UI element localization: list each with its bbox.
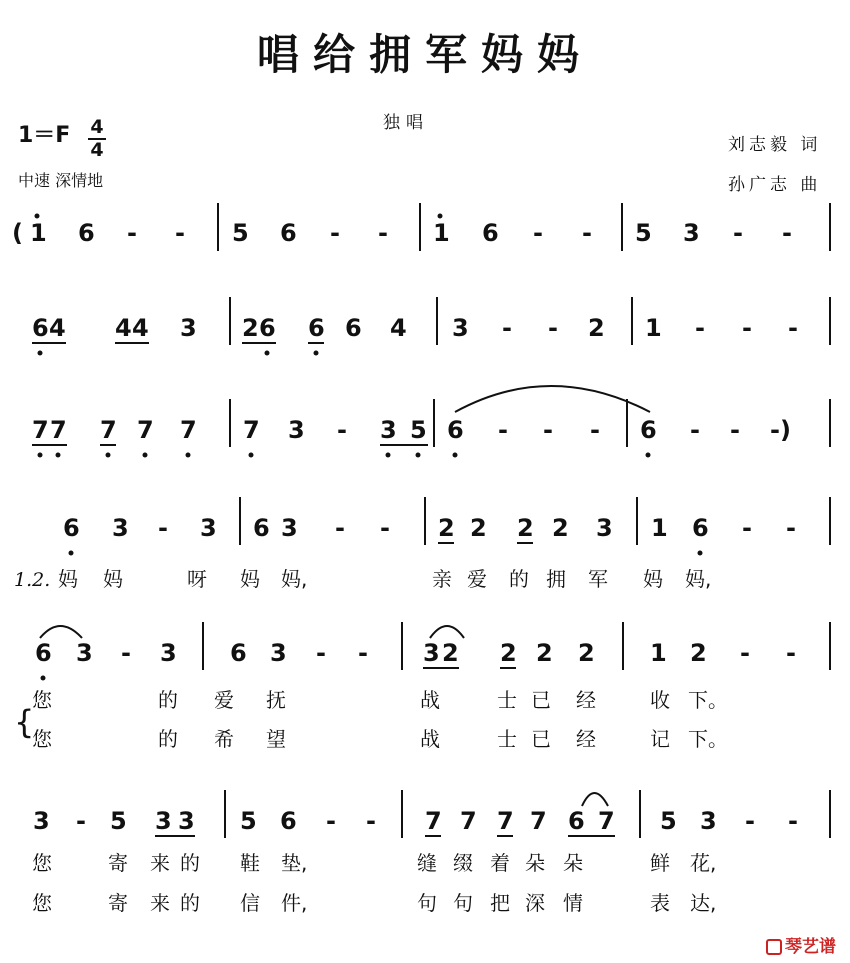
lyric: 已 xyxy=(531,688,551,712)
dash: - xyxy=(378,219,388,247)
note: 2 xyxy=(578,639,595,667)
note: 3 xyxy=(423,639,440,667)
note: 2 xyxy=(470,514,487,542)
note: 4 xyxy=(115,314,132,342)
lyric: 来 xyxy=(150,851,170,875)
dash: - xyxy=(590,416,600,444)
lyric: 缝 xyxy=(417,851,437,875)
lyric: 寄 xyxy=(108,891,128,915)
note: 3 xyxy=(270,639,287,667)
note: 6 xyxy=(568,807,585,835)
dash: - xyxy=(533,219,543,247)
lyric: 呀 xyxy=(187,567,207,591)
tie-slur xyxy=(40,626,82,638)
lyric: 达, xyxy=(690,891,717,915)
low-octave-dot xyxy=(386,453,391,458)
note: 3 xyxy=(160,639,177,667)
dash: - xyxy=(548,314,558,342)
lyric: 朵 xyxy=(525,851,545,875)
dash: - xyxy=(366,807,376,835)
song-title: 唱给拥军妈妈 xyxy=(256,30,593,79)
dash: - xyxy=(733,219,743,247)
note: 6 xyxy=(35,639,52,667)
lyric: 军 xyxy=(588,567,608,591)
lyric: 信 xyxy=(240,891,260,915)
note: 3 xyxy=(112,514,129,542)
note: 3 xyxy=(180,314,197,342)
note: 4 xyxy=(390,314,407,342)
note: 3 xyxy=(33,807,50,835)
note: 1 xyxy=(30,219,47,247)
lyric: 句 xyxy=(453,891,473,915)
dash: - xyxy=(358,639,368,667)
dash: - xyxy=(782,219,792,247)
score-row-6 xyxy=(32,790,830,915)
lyric: 您 xyxy=(32,891,52,915)
dash: - xyxy=(127,219,137,247)
note: 7 xyxy=(460,807,477,835)
lyric: 爱 xyxy=(467,567,487,591)
note: 3 xyxy=(178,807,195,835)
time-signature-top: 4 xyxy=(90,116,104,138)
note: 2 xyxy=(552,514,569,542)
low-octave-dot xyxy=(106,453,111,458)
note: 5 xyxy=(240,807,257,835)
note: 5 xyxy=(660,807,677,835)
low-octave-dot xyxy=(56,453,61,458)
lyric: 士 xyxy=(497,727,517,751)
dash: - xyxy=(498,416,508,444)
dash: - xyxy=(730,416,740,444)
note: 2 xyxy=(536,639,553,667)
note: 3 xyxy=(155,807,172,835)
dash: - xyxy=(786,639,796,667)
lyric: 妈 xyxy=(58,567,78,591)
note: 3 xyxy=(76,639,93,667)
dash: - xyxy=(742,314,752,342)
note: 3 xyxy=(596,514,613,542)
note: 2 xyxy=(517,514,534,542)
note: 6 xyxy=(230,639,247,667)
note: 4 xyxy=(132,314,149,342)
verse-brace: { xyxy=(14,703,35,741)
dash: - xyxy=(786,514,796,542)
dash: - xyxy=(76,807,86,835)
low-octave-dot xyxy=(69,551,74,556)
score-row-4 xyxy=(14,497,830,591)
low-octave-dot xyxy=(143,453,148,458)
note: 5 xyxy=(110,807,127,835)
lyric: 情 xyxy=(563,891,583,915)
note: 6 xyxy=(280,807,297,835)
note: 3 xyxy=(200,514,217,542)
note: 7 xyxy=(32,416,49,444)
dash: - xyxy=(175,219,185,247)
lyric: 的 xyxy=(158,688,178,712)
lyric: 句 xyxy=(417,891,437,915)
note: 2 xyxy=(588,314,605,342)
tie-slur xyxy=(455,386,650,412)
lyric: 记 xyxy=(650,727,670,751)
note: 5 xyxy=(635,219,652,247)
score-row-3 xyxy=(32,386,830,458)
lyric: 表 xyxy=(650,891,670,915)
dash: - xyxy=(337,416,347,444)
dash: - xyxy=(742,514,752,542)
low-octave-dot xyxy=(646,453,651,458)
lyric: 抚 xyxy=(266,688,286,712)
lyric: 缀 xyxy=(453,851,473,875)
lyric: 战 xyxy=(420,688,440,712)
dash: - xyxy=(335,514,345,542)
dash: - xyxy=(690,416,700,444)
lyric: 垫, xyxy=(281,851,308,875)
low-octave-dot xyxy=(41,676,46,681)
lyric: 望 xyxy=(266,727,286,751)
performance-type: 独唱 xyxy=(383,113,429,133)
lyric: 鞋 xyxy=(240,851,260,875)
composer-credit: 孙广志 曲 xyxy=(728,175,822,195)
site-watermark xyxy=(766,932,836,957)
note: 2 xyxy=(442,639,459,667)
lyric: 把 xyxy=(490,891,510,915)
note: 6 xyxy=(640,416,657,444)
score-row-2 xyxy=(32,297,830,356)
note: 6 xyxy=(32,314,49,342)
dash: - xyxy=(745,807,755,835)
time-signature-bottom: 4 xyxy=(90,139,104,161)
lyric: 下。 xyxy=(688,688,728,712)
note: 7 xyxy=(50,416,67,444)
lyric: 您 xyxy=(32,688,52,712)
note: 7 xyxy=(530,807,547,835)
lyric: 妈 xyxy=(643,567,663,591)
lyric: 战 xyxy=(420,727,440,751)
note: 6 xyxy=(447,416,464,444)
note: 6 xyxy=(78,219,95,247)
lyric: 经 xyxy=(576,727,596,751)
note: 7 xyxy=(497,807,514,835)
note: 1 xyxy=(650,639,667,667)
lyric: 您 xyxy=(32,851,52,875)
lyric: 妈, xyxy=(281,567,308,591)
tie-slur xyxy=(582,793,608,806)
lyric: 拥 xyxy=(546,567,566,591)
tempo-marking: 中速 深情地 xyxy=(18,171,104,190)
lyric: 的 xyxy=(180,891,200,915)
low-octave-dot xyxy=(698,551,703,556)
dash: - xyxy=(502,314,512,342)
note: 4 xyxy=(49,314,66,342)
note: 6 xyxy=(692,514,709,542)
note: 6 xyxy=(259,314,276,342)
lyric: 妈, xyxy=(685,567,712,591)
note: 1 xyxy=(433,219,450,247)
low-octave-dot xyxy=(265,351,270,356)
note: 2 xyxy=(242,314,259,342)
note: 3 xyxy=(288,416,305,444)
dash: - xyxy=(695,314,705,342)
note: 7 xyxy=(137,416,154,444)
note: 1 xyxy=(645,314,662,342)
dash-close-paren: -) xyxy=(770,416,791,444)
lyric: 着 xyxy=(490,851,510,875)
note: 7 xyxy=(598,807,615,835)
lyric: 亲 xyxy=(432,567,452,591)
note: 7 xyxy=(180,416,197,444)
note: 3 xyxy=(700,807,717,835)
dash: - xyxy=(788,807,798,835)
lyric: 的 xyxy=(180,851,200,875)
note: 6 xyxy=(482,219,499,247)
lyric: 来 xyxy=(150,891,170,915)
score-row-5 xyxy=(14,622,830,751)
note: 6 xyxy=(308,314,325,342)
dash: - xyxy=(330,219,340,247)
tie-slur xyxy=(430,626,464,638)
key-signature: 1＝F xyxy=(18,123,71,148)
note: 3 xyxy=(281,514,298,542)
note: 3 xyxy=(452,314,469,342)
note: 6 xyxy=(280,219,297,247)
lyric: 下。 xyxy=(688,727,728,751)
dash: - xyxy=(543,416,553,444)
verse-number: 1.2. xyxy=(14,569,51,591)
lyric: 希 xyxy=(214,727,234,751)
dash: - xyxy=(121,639,131,667)
open-paren: ( xyxy=(12,219,23,247)
lyric: 收 xyxy=(650,688,670,712)
lyric: 爱 xyxy=(214,688,234,712)
dash: - xyxy=(158,514,168,542)
note: 2 xyxy=(438,514,455,542)
lyric: 深 xyxy=(525,891,545,915)
note: 6 xyxy=(345,314,362,342)
note: 2 xyxy=(690,639,707,667)
dash: - xyxy=(316,639,326,667)
low-octave-dot xyxy=(186,453,191,458)
low-octave-dot xyxy=(453,453,458,458)
lyric: 鲜 xyxy=(650,851,670,875)
lyric: 妈 xyxy=(240,567,260,591)
lyric: 花, xyxy=(690,851,717,875)
watermark-text: 琴艺谱 xyxy=(785,937,836,957)
low-octave-dot xyxy=(314,351,319,356)
lyric: 寄 xyxy=(108,851,128,875)
lyric: 您 xyxy=(32,727,52,751)
note: 1 xyxy=(651,514,668,542)
dash: - xyxy=(326,807,336,835)
note: 5 xyxy=(232,219,249,247)
note: 3 xyxy=(380,416,397,444)
lyric: 经 xyxy=(576,688,596,712)
lyric: 妈 xyxy=(103,567,123,591)
low-octave-dot xyxy=(38,351,43,356)
note: 5 xyxy=(410,416,427,444)
lyric: 已 xyxy=(531,727,551,751)
lyric: 士 xyxy=(497,688,517,712)
lyricist-credit: 刘志毅 词 xyxy=(728,135,822,155)
note: 6 xyxy=(253,514,270,542)
note: 3 xyxy=(683,219,700,247)
lyric: 朵 xyxy=(563,851,583,875)
note: 6 xyxy=(63,514,80,542)
score-row-1 xyxy=(12,203,830,251)
low-octave-dot xyxy=(416,453,421,458)
dash: - xyxy=(380,514,390,542)
note: 7 xyxy=(425,807,442,835)
low-octave-dot xyxy=(38,453,43,458)
note: 7 xyxy=(100,416,117,444)
lyric: 件, xyxy=(281,891,308,915)
lyric: 的 xyxy=(158,727,178,751)
qinyipu-logo-icon xyxy=(766,939,782,955)
low-octave-dot xyxy=(249,453,254,458)
high-octave-dot xyxy=(35,214,40,219)
dash: - xyxy=(582,219,592,247)
note: 2 xyxy=(500,639,517,667)
lyric: 的 xyxy=(509,567,529,591)
dash: - xyxy=(740,639,750,667)
note: 7 xyxy=(243,416,260,444)
high-octave-dot xyxy=(438,214,443,219)
dash: - xyxy=(788,314,798,342)
